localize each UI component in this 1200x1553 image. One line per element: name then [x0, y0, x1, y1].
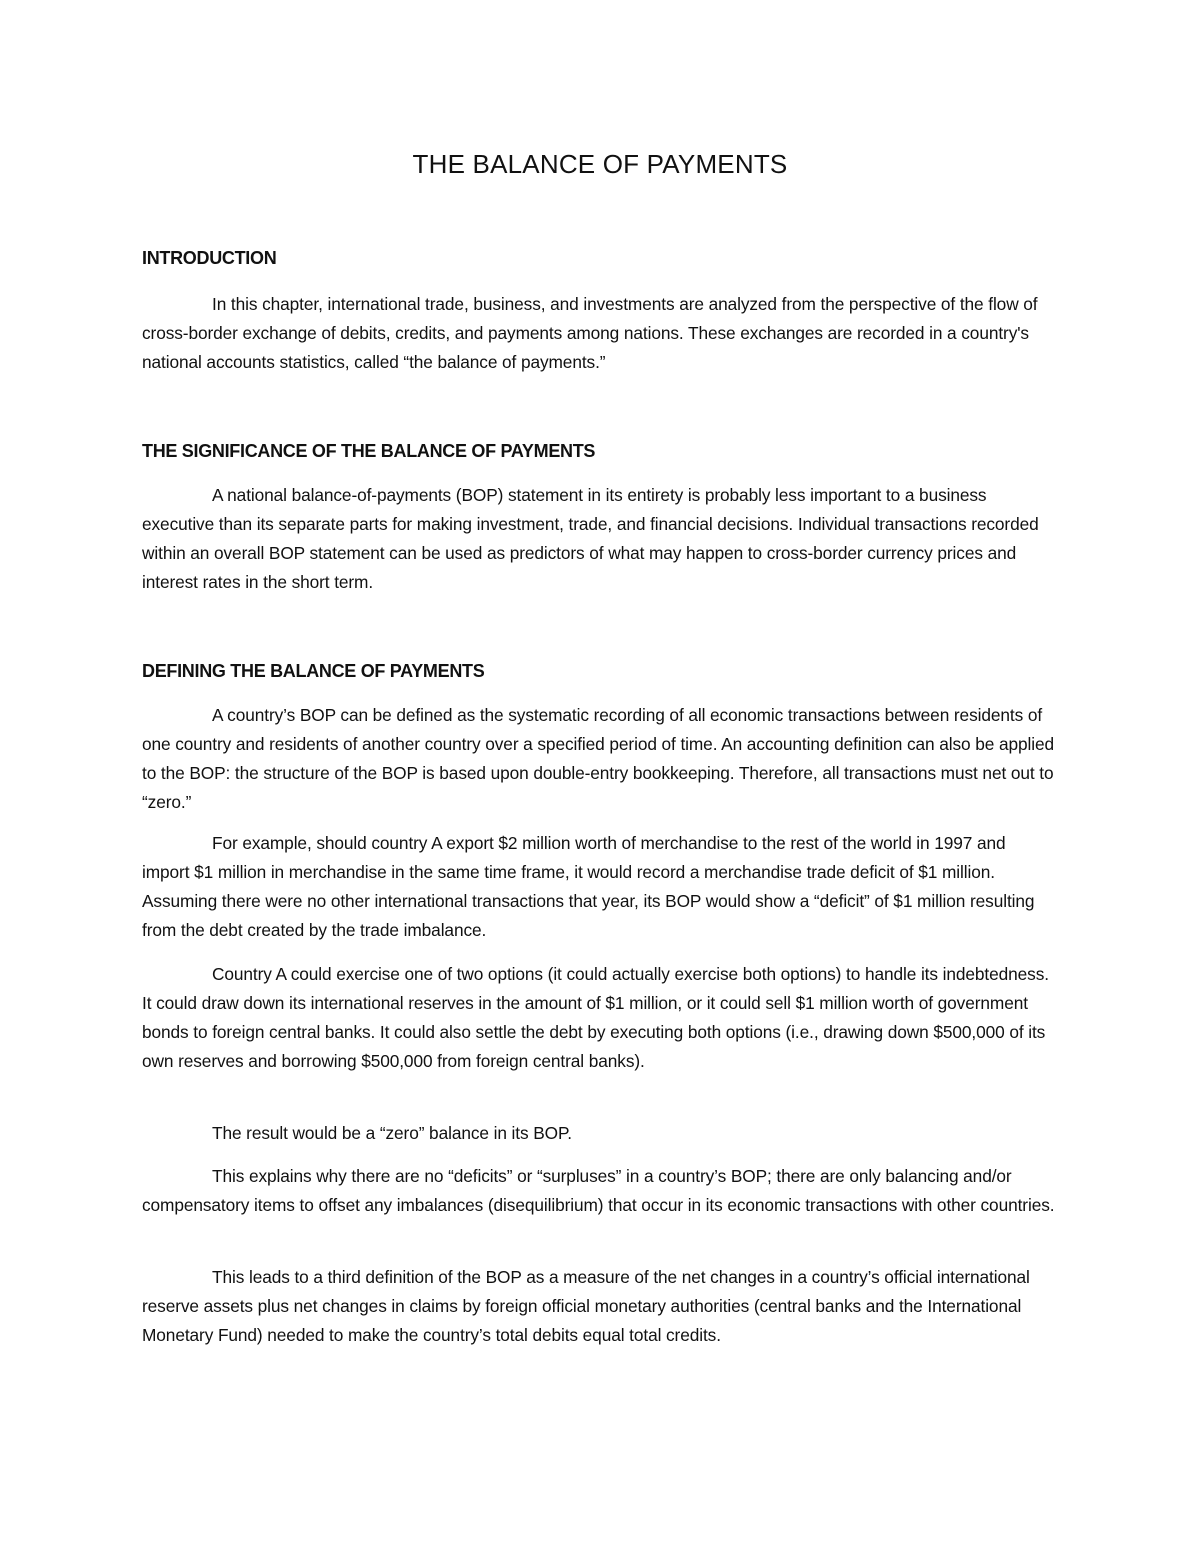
defining-paragraph-2: For example, should country A export $2 million worth of merchandise to the rest of the world in 1997 and import $1 million in merchandise in the same time frame, it would record a merchandise trade deficit of $1 million. Assuming there were no other international transactions that year, its BOP would show a “deficit” of $1 million resulting from the debt created by the trade imbalance.: [142, 833, 1035, 940]
section-heading-significance: THE SIGNIFICANCE OF THE BALANCE OF PAYMENTS: [142, 441, 596, 461]
section-heading-introduction: INTRODUCTION: [142, 248, 277, 268]
defining-paragraph-6: This leads to a third definition of the BOP as a measure of the net changes in a country’s official international reserve assets plus net changes in claims by foreign official monetary authorities (central banks and the International Monetary Fund) needed to make the country’s total debits equal total credits.: [142, 1267, 1030, 1345]
defining-paragraph-3: Country A could exercise one of two options (it could actually exercise both options) to handle its indebtedness. It could draw down its international reserves in the amount of $1 million, or it could sell $1 million worth of government bonds to foreign central banks. It could also settle the debt by executing both options (i.e., drawing down $500,000 of its own reserves and borrowing $500,000 from foreign central banks).: [142, 964, 1049, 1071]
section-heading-defining: DEFINING THE BALANCE OF PAYMENTS: [142, 661, 485, 681]
defining-paragraph-5: This explains why there are no “deficits” or “surpluses” in a country’s BOP; there are only balancing and/or compensatory items to offset any imbalances (disequilibrium) that occur in its economic transactions with other countries.: [142, 1166, 1055, 1215]
page-title: THE BALANCE OF PAYMENTS: [412, 149, 788, 179]
significance-paragraph: A national balance-of-payments (BOP) statement in its entirety is probably less important to a business executive than its separate parts for making investment, trade, and financial decisions. Individual transactions recorded within an overall BOP statement can be used as predictors of what may happen to cross-border currency prices and interest rates in the short term.: [142, 485, 1039, 592]
defining-paragraph-1: A country’s BOP can be defined as the systematic recording of all economic transactions between residents of one country and residents of another country over a specified period of time. An accounting definition can also be applied to the BOP: the structure of the BOP is based upon double-entry bookkeeping. Therefore, all transactions must net out to “zero.”: [142, 705, 1054, 812]
intro-paragraph: In this chapter, international trade, business, and investments are analyzed from the perspective of the flow of cross-border exchange of debits, credits, and payments among nations. These exchanges are recorded in a country's national accounts statistics, called “the balance of payments.”: [142, 294, 1038, 372]
defining-paragraph-4: The result would be a “zero” balance in its BOP.: [212, 1123, 572, 1143]
